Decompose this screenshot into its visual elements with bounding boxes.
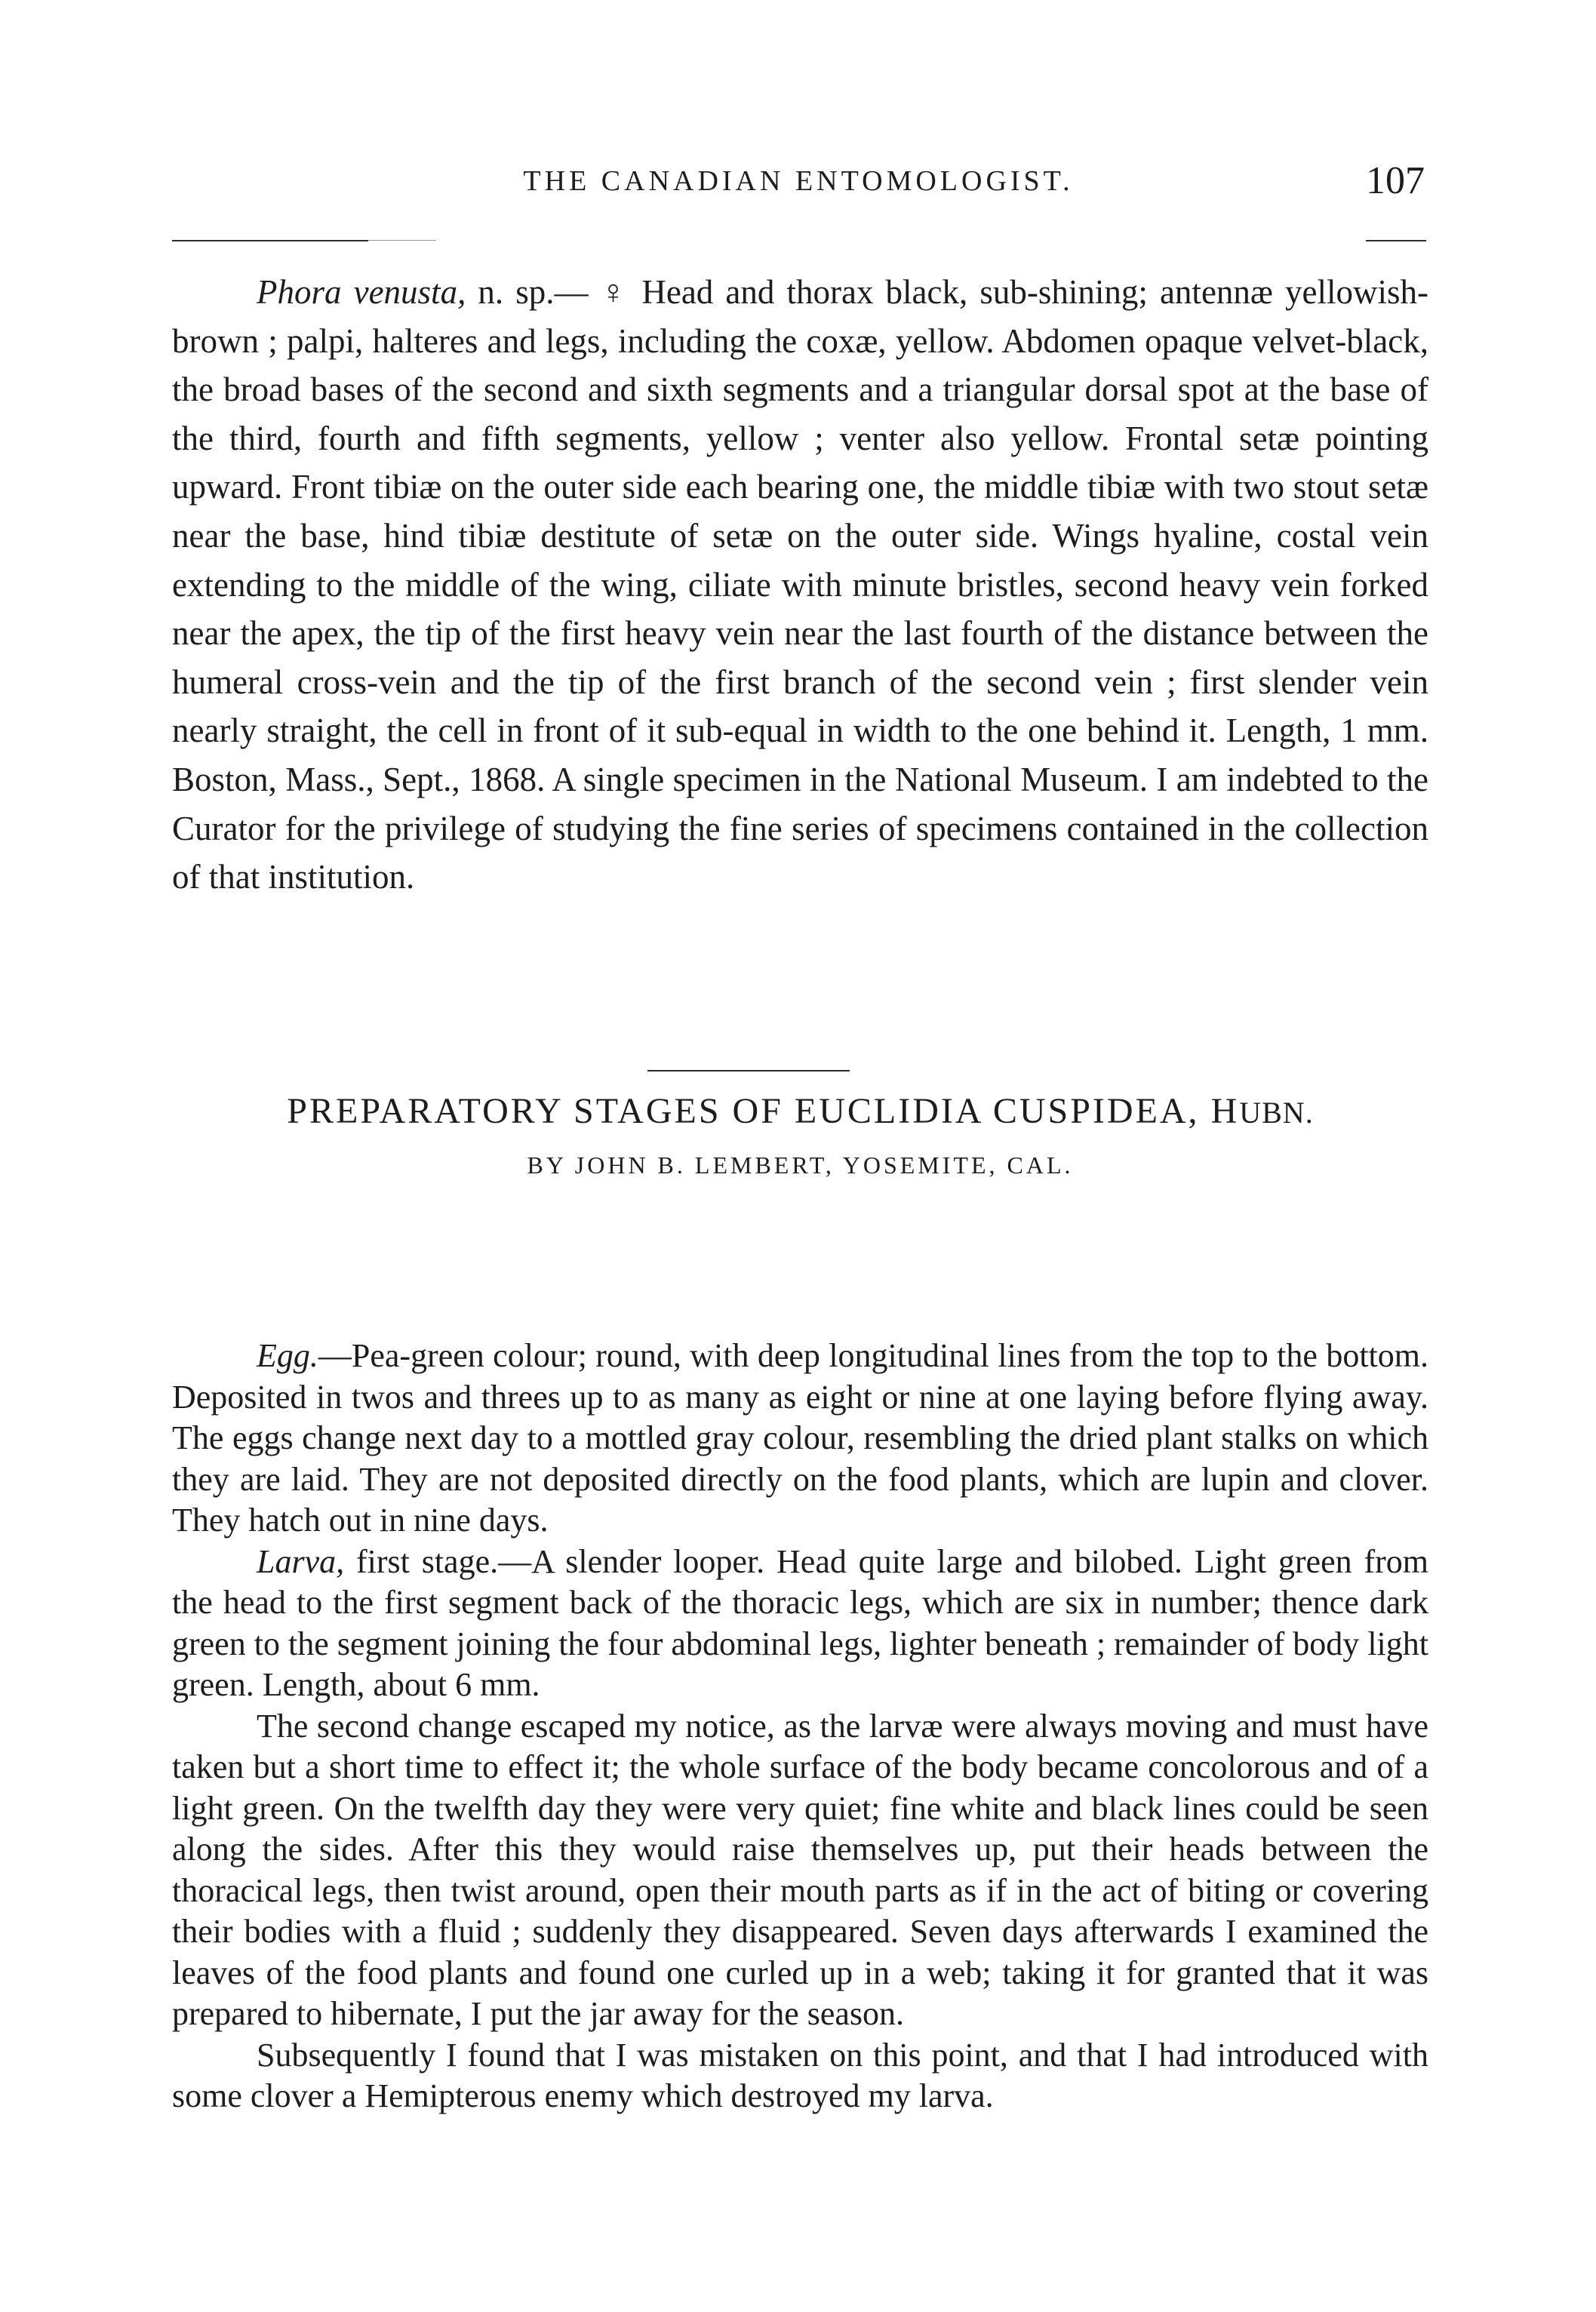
article-title-author-rest: UBN. — [1239, 1096, 1314, 1130]
article-byline: BY JOHN B. LEMBERT, YOSEMITE, CAL. — [527, 1151, 1074, 1179]
header-rule-right — [1366, 240, 1426, 241]
egg-text: —Pea-green colour; round, with deep longitudinal lines from the top to the bottom. Deposited in twos and threes up to as many as eight or nine at one laying before flying away. The eggs change next day to a mottled gray colour, resembling the dried plant stalks on which they are laid. They are not deposited directly on the food plants, which are lupin and clover. They hatch out in nine days. — [172, 1337, 1428, 1539]
running-title: THE CANADIAN ENTOMOLOGIST. — [523, 165, 1074, 197]
article-title — [172, 1085, 1428, 1139]
subsequently-paragraph: Subsequently I found that I was mistaken on this point, and that I had introduced with some clover a Hemipterous enemy which destroyed my larva. — [172, 2036, 1428, 2114]
phora-text: n. sp.— ♀ Head and thorax black, sub-shining; antennæ yellowish-brown ; palpi, halteres and legs, including the coxæ, yellow. Abdomen opaque velvet-black, the broad bases of the second and sixth segments and a triangular dorsal spot at the base of the third, fourth and fifth segments, yellow ; venter also yellow. Frontal setæ pointing upward. Front tibiæ on the outer side each bearing one, the middle tibiæ with two stout setæ near the base, hind tibiæ destitute of setæ on the outer side. Wings hyaline, costal vein extending to the middle of the wing, ciliate with minute bristles, second heavy vein forked near the apex, the tip of the first heavy vein near the last fourth of the distance between the humeral cross-vein and the tip of the first branch of the second vein ; first slender vein nearly straight, the cell in front of it sub-equal in width to the one behind it. Length, 1 mm. Boston, Mass., Sept., 1868. A single specimen in the National Museum. I am indebted to the Curator for the privilege of studying the fine series of specimens contained in the collection of that institution. — [172, 273, 1429, 896]
egg-label: Egg. — [257, 1337, 318, 1374]
page-number: 107 — [1366, 159, 1425, 202]
running-head — [172, 158, 1425, 204]
article-body — [172, 1336, 1428, 2117]
larva-text: first stage.—A slender looper. Head quite large and bilobed. Light green from the head to the first segment back of the thoracic legs, which are six in number; thence dark green to the segment joining the four abdominal legs, lighter beneath ; remainder of body light green. Length, about 6 mm. — [172, 1542, 1428, 1703]
phora-description — [172, 268, 1428, 902]
larva-label: Larva, — [257, 1542, 345, 1580]
larva-paragraph — [172, 1542, 1428, 1706]
egg-paragraph — [172, 1336, 1428, 1542]
second-change-paragraph: The second change escaped my notice, as the larvæ were always moving and must have taken but a short time to effect it; the whole surface of the body became concolorous and of a light green. On the twelfth day they were very quiet; fine white and black lines could be seen along the sides. After this they would raise themselves up, put their heads between the thoracical legs, then twist around, open their mouth parts as if in the act of biting or covering their bodies with a fluid ; suddenly they disappeared. Seven days afterwards I examined the leaves of the food plants and found one curled up in a web; taking it for granted that it was prepared to hibernate, I put the jar away for the season. — [172, 1707, 1428, 2032]
header-rule-left — [172, 240, 368, 241]
phora-paragraph — [172, 268, 1428, 902]
header-rule-left-faint — [368, 240, 436, 241]
article-title-author-initial: H — [1210, 1091, 1240, 1131]
article-title-main: PREPARATORY STAGES OF EUCLIDIA CUSPIDEA, — [287, 1091, 1211, 1131]
section-divider — [647, 1070, 850, 1071]
phora-species-name: Phora venusta, — [257, 273, 466, 311]
